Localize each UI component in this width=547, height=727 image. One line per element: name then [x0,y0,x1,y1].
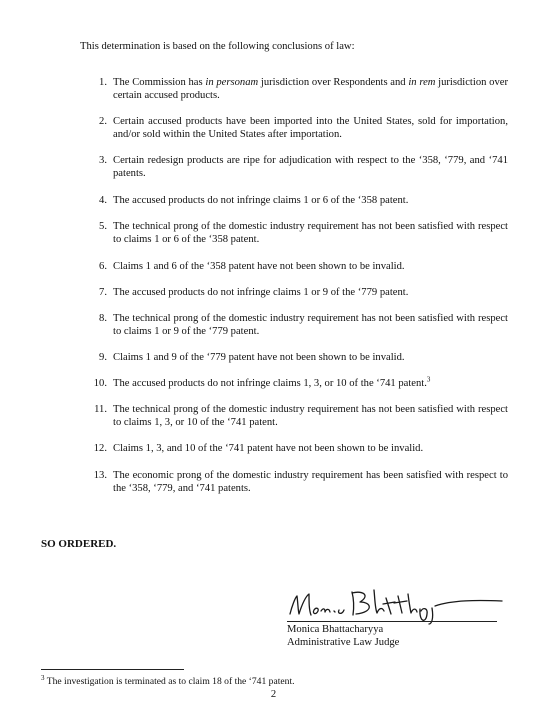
item-text: Certain redesign products are ripe for adjudication with respect to the ‘358, ‘779, and ‘741 patents. [113,155,508,179]
item-text: The technical prong of the domestic industry requirement has not been satisfied with respect to claims 1 or 9 of the ‘779 patent. [113,313,508,337]
item-number: 10. [93,378,107,389]
item-text: The accused products do not infringe claims 1 or 6 of the ‘358 patent. [113,195,409,206]
intro-paragraph: This determination is based on the following conclusions of law: [80,41,355,52]
item-number: 11. [94,404,107,415]
item-text: Claims 1, 3, and 10 of the ‘741 patent have not been shown to be invalid. [113,443,424,454]
item-number: 1. [99,77,107,88]
item-number: 12. [93,443,107,454]
item-number: 8. [99,313,107,324]
item-number: 7. [99,287,107,298]
item-number: 3. [99,155,107,166]
item-text: The Commission has in personam jurisdiction over Respondents and in rem jurisdiction over certain accused products. [113,77,508,101]
item-number: 9. [99,352,107,363]
item-text: Claims 1 and 9 of the ‘779 patent have not been shown to be invalid. [113,352,405,363]
item-number: 5. [99,221,107,232]
footnote-divider [41,669,184,670]
item-text: Certain accused products have been imported into the United States, sold for importation, and/or sold within the United States after importation. [113,116,508,140]
footnote [41,673,295,689]
item-text [113,375,508,391]
item-text: Claims 1 and 6 of the ‘358 patent have not been shown to be invalid. [113,261,405,272]
item-number: 6. [99,261,107,272]
item-text: The technical prong of the domestic industry requirement has not been satisfied with respect to claims 1 or 6 of the ‘358 patent. [113,221,508,245]
page-number: 2 [270,689,277,700]
signer-name: Monica Bhattacharyya [287,624,384,635]
item-number: 13. [93,470,107,481]
handwritten-signature [282,584,507,626]
item-text-body: The accused products do not infringe claims 1, 3, or 10 of the ‘741 patent. [113,378,427,389]
footnote-ref: 3 [426,375,431,384]
footnote-marker: 3 [41,673,45,682]
so-ordered-heading: SO ORDERED. [41,538,117,550]
item-number: 4. [99,195,107,206]
item-number: 2. [99,116,107,127]
item-text: The economic prong of the domestic industry requirement has been satisfied with respect to the ‘358, ‘779, and ‘741 patents. [113,470,508,494]
signature-line [287,621,497,622]
signer-title: Administrative Law Judge [287,637,400,648]
footnote-text: The investigation is terminated as to claim 18 of the ‘741 patent. [46,676,295,687]
item-text: The accused products do not infringe claims 1 or 9 of the ‘779 patent. [113,287,409,298]
item-text: The technical prong of the domestic industry requirement has not been satisfied with respect to claims 1, 3, or 10 of the ‘741 patent. [113,404,508,428]
